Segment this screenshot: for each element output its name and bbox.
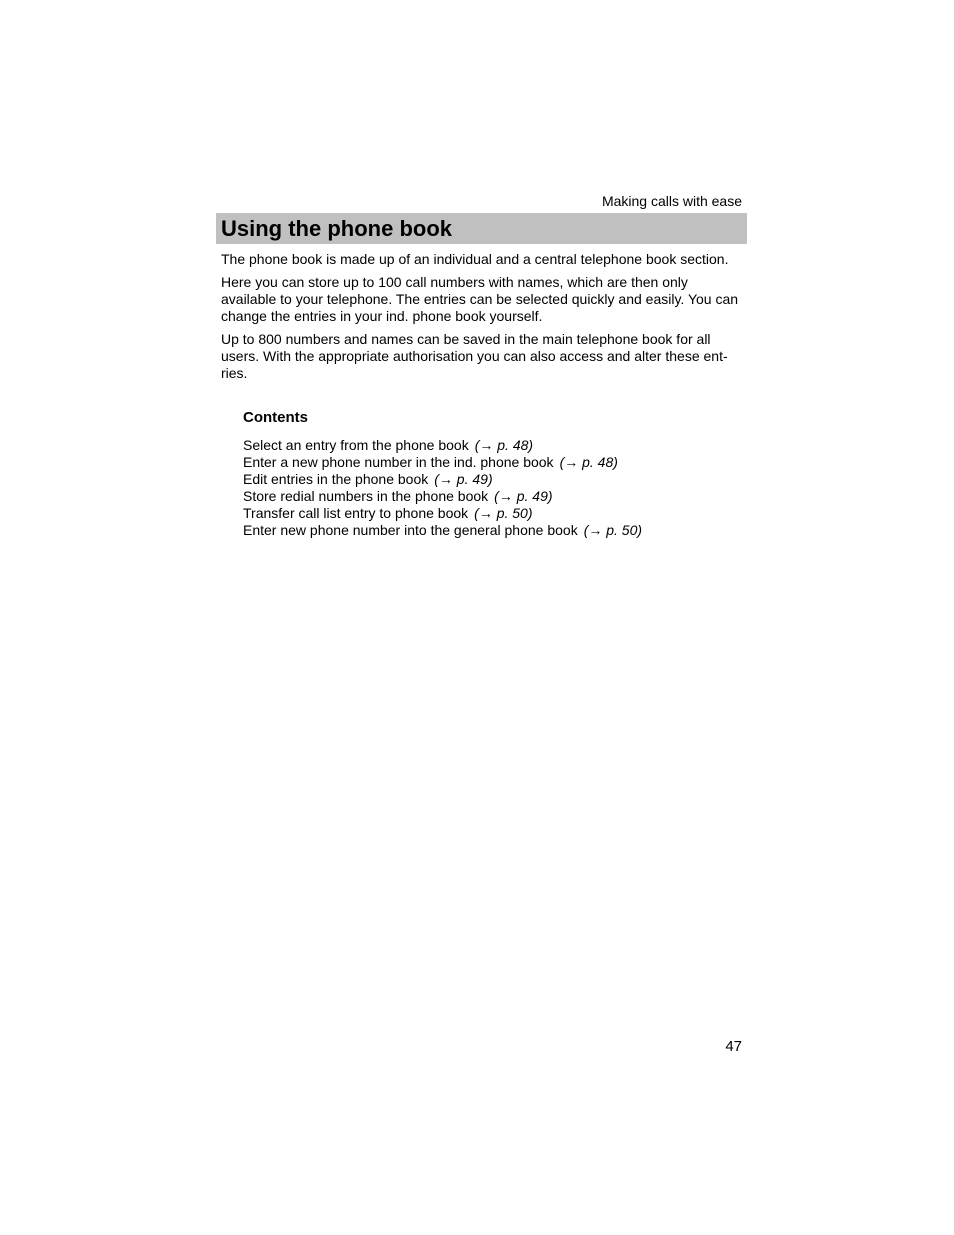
contents-item[interactable] bbox=[243, 522, 743, 539]
body-text bbox=[221, 251, 743, 388]
page-title: Using the phone book bbox=[221, 216, 452, 241]
page-number: 47 bbox=[725, 1038, 742, 1055]
contents-item-text: Edit entries in the phone book bbox=[243, 471, 429, 487]
paragraph-individual-book: Here you can store up to 100 call numbers with names, which are then only available to your telephone. The entries can be selected quickly and easily. You can change the entries in your ind. phone book yourself. bbox=[221, 274, 739, 324]
contents-item[interactable] bbox=[243, 505, 743, 522]
page-reference[interactable]: (→ p. 50) bbox=[583, 522, 643, 538]
paragraph-intro: The phone book is made up of an individual and a central telephone book section. bbox=[221, 251, 729, 267]
contents-list bbox=[243, 437, 743, 539]
contents-section bbox=[243, 409, 743, 539]
title-bar bbox=[216, 213, 747, 244]
contents-item[interactable] bbox=[243, 437, 743, 454]
contents-item-text: Select an entry from the phone book bbox=[243, 437, 469, 453]
contents-item-text: Enter a new phone number in the ind. phone book bbox=[243, 454, 554, 470]
paragraph-central-book: Up to 800 numbers and names can be saved in the main telephone book for all users. With the appropriate authorisation you can also access and alter these ent-ries. bbox=[221, 331, 728, 381]
contents-item-text: Store redial numbers in the phone book bbox=[243, 488, 489, 504]
page-reference[interactable]: (→ p. 48) bbox=[474, 437, 534, 453]
contents-item-text: Enter new phone number into the general phone book bbox=[243, 522, 578, 538]
page-reference[interactable]: (→ p. 49) bbox=[434, 471, 493, 487]
page-reference[interactable]: (→ p. 48) bbox=[559, 454, 618, 470]
contents-item[interactable] bbox=[243, 471, 743, 488]
contents-heading: Contents bbox=[243, 409, 308, 426]
contents-item[interactable] bbox=[243, 488, 743, 505]
contents-item[interactable] bbox=[243, 454, 743, 471]
page-reference[interactable]: (→ p. 50) bbox=[474, 505, 533, 521]
running-header: Making calls with ease bbox=[601, 193, 742, 209]
contents-item-text: Transfer call list entry to phone book bbox=[243, 505, 469, 521]
page-reference[interactable]: (→ p. 49) bbox=[494, 488, 553, 504]
